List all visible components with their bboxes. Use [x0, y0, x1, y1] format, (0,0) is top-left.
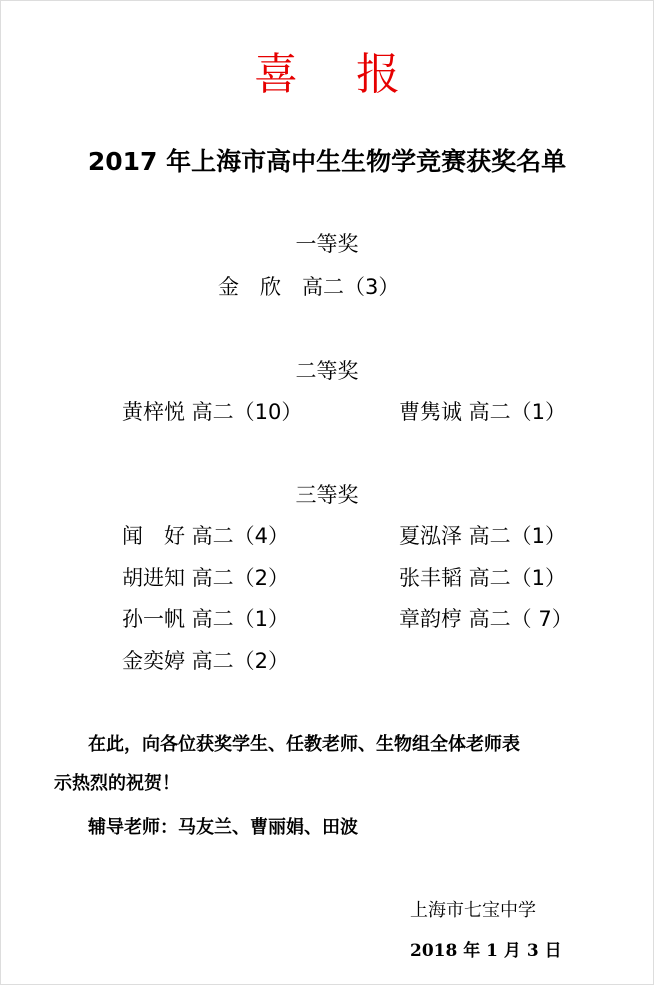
congrats-line-1: 在此，向各位获奖学生、任教老师、生物组全体老师表	[88, 734, 520, 755]
signature-date: 2018 年 1 月 3 日	[410, 941, 562, 961]
third-prize-winner: 闻 好 高二（4）	[122, 524, 290, 548]
third-prize-winner: 张丰韬 高二（1）	[399, 566, 567, 590]
third-prize-winner: 胡进知 高二（2）	[122, 566, 290, 590]
second-prize-winner: 曹隽诚 高二（1）	[399, 400, 567, 424]
third-prize-heading: 三等奖	[295, 483, 359, 507]
headline: 喜 报	[254, 49, 422, 100]
third-prize-winner: 金奕婷 高二（2）	[122, 649, 290, 673]
third-prize-winner: 夏泓泽 高二（1）	[399, 524, 567, 548]
first-prize-heading: 一等奖	[295, 232, 359, 256]
signature-school: 上海市七宝中学	[410, 900, 536, 921]
third-prize-winner: 章韵梈 高二（ 7）	[399, 607, 573, 631]
third-prize-winner: 孙一帆 高二（1）	[122, 607, 290, 631]
second-prize-winner: 黄梓悦 高二（10）	[122, 400, 303, 424]
first-prize-winner: 金 欣 高二（3）	[218, 275, 400, 299]
second-prize-heading: 二等奖	[295, 359, 359, 383]
congrats-line-2: 示热烈的祝贺！	[54, 773, 180, 794]
document-title: 2017 年上海市高中生生物学竞赛获奖名单	[87, 147, 567, 176]
advisors-line: 辅导老师：马友兰、曹丽娟、田波	[88, 817, 358, 838]
